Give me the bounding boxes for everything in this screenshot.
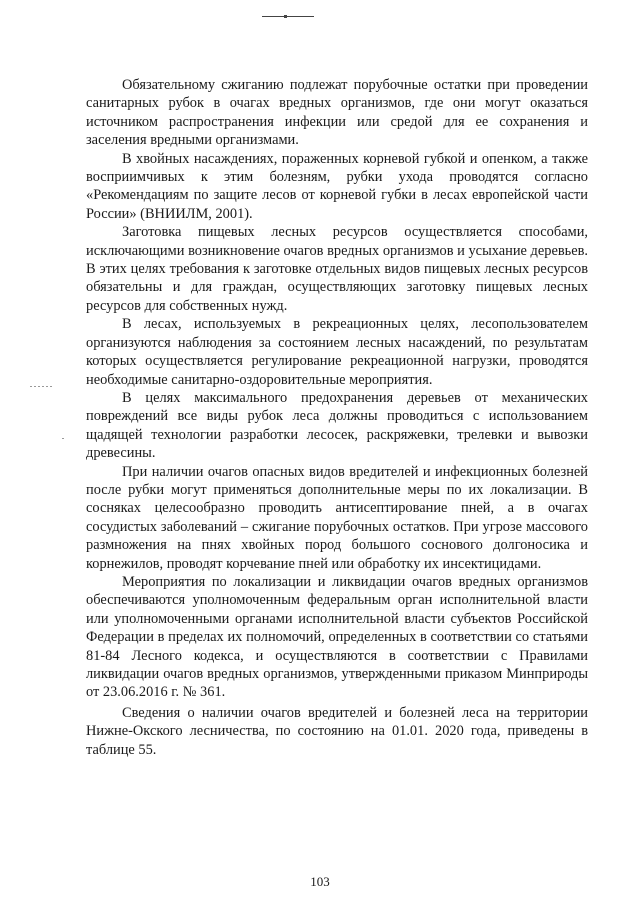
paragraph: В лесах, используемых в рекреационных целях, лесопользователем организуются наблюдения за состоянием лесных насаждений, по результатам которых осуществляется регулирование рекреационной нагрузки, проводятся необходимые санитарно-оздоровительные мероприятия. — [86, 316, 588, 388]
paragraph: При наличии очагов опасных видов вредителей и инфекционных болезней после рубки могут применяться дополнительные меры по их локализации. В сосняках целесообразно проводить антисептирование пней, а в очагах сосудистых заболеваний – сжигание порубочных остатков. При угрозе массового размножения на пнях хвойных пород большого соснового долгоносика и корнежилов, проводят корчевание пней или обработку их инсектицидами. — [86, 463, 588, 572]
paragraph: В хвойных насаждениях, пораженных корневой губкой и опенком, а также восприимчивых к этим болезням, рубки ухода проводятся согласно «Рекомендациям по защите лесов от корневой губки в лесах европейской части России» (ВНИИЛМ, 2001). — [86, 150, 588, 222]
page-number: 103 — [310, 874, 330, 889]
body-text — [86, 76, 588, 759]
paragraph: Заготовка пищевых лесных ресурсов осуществляется способами, исключающими возникновение очагов вредных организмов и усыхание деревьев. В этих целях требования к заготовке отдельных видов пищевых лесных ресурсов обязательны и для граждан, осуществляющих заготовку пищевых лесных ресурсов для собственных нужд. — [86, 224, 588, 314]
scan-mark — [30, 386, 54, 387]
paragraph: Мероприятия по локализации и ликвидации очагов вредных организмов обеспечиваются уполномоченным федеральным орган исполнительной власти или уполномоченными органами исполнительной власти субъектов Российской Федерации в пределах их полномочий, определенных в соответствии со статьями 81-84 Лесного кодекса, и осуществляются в соответствии с Правилами ликвидации очагов вредных организмов, утвержденными приказом Минприроды от 23.06.2016 г. № 361. — [86, 573, 588, 701]
scan-mark — [62, 438, 66, 439]
paragraph: Сведения о наличии очагов вредителей и болезней леса на территории Нижне-Окского лесничества, по состоянию на 01.01. 2020 года, приведены в таблице 55. — [86, 704, 588, 758]
paragraph: В целях максимального предохранения деревьев от механических повреждений все виды рубок леса должны проводиться с использованием щадящей технологии разработки лесосек, раскряжевки, трелевки и вывозки древесины. — [86, 389, 588, 462]
paragraph: Обязательному сжиганию подлежат порубочные остатки при проведении санитарных рубок в очагах вредных организмов, где они могут оказаться источником распространения инфекции или средой для ее сохранения и заселения вредными организмами. — [86, 77, 588, 149]
header-rule — [262, 16, 314, 17]
